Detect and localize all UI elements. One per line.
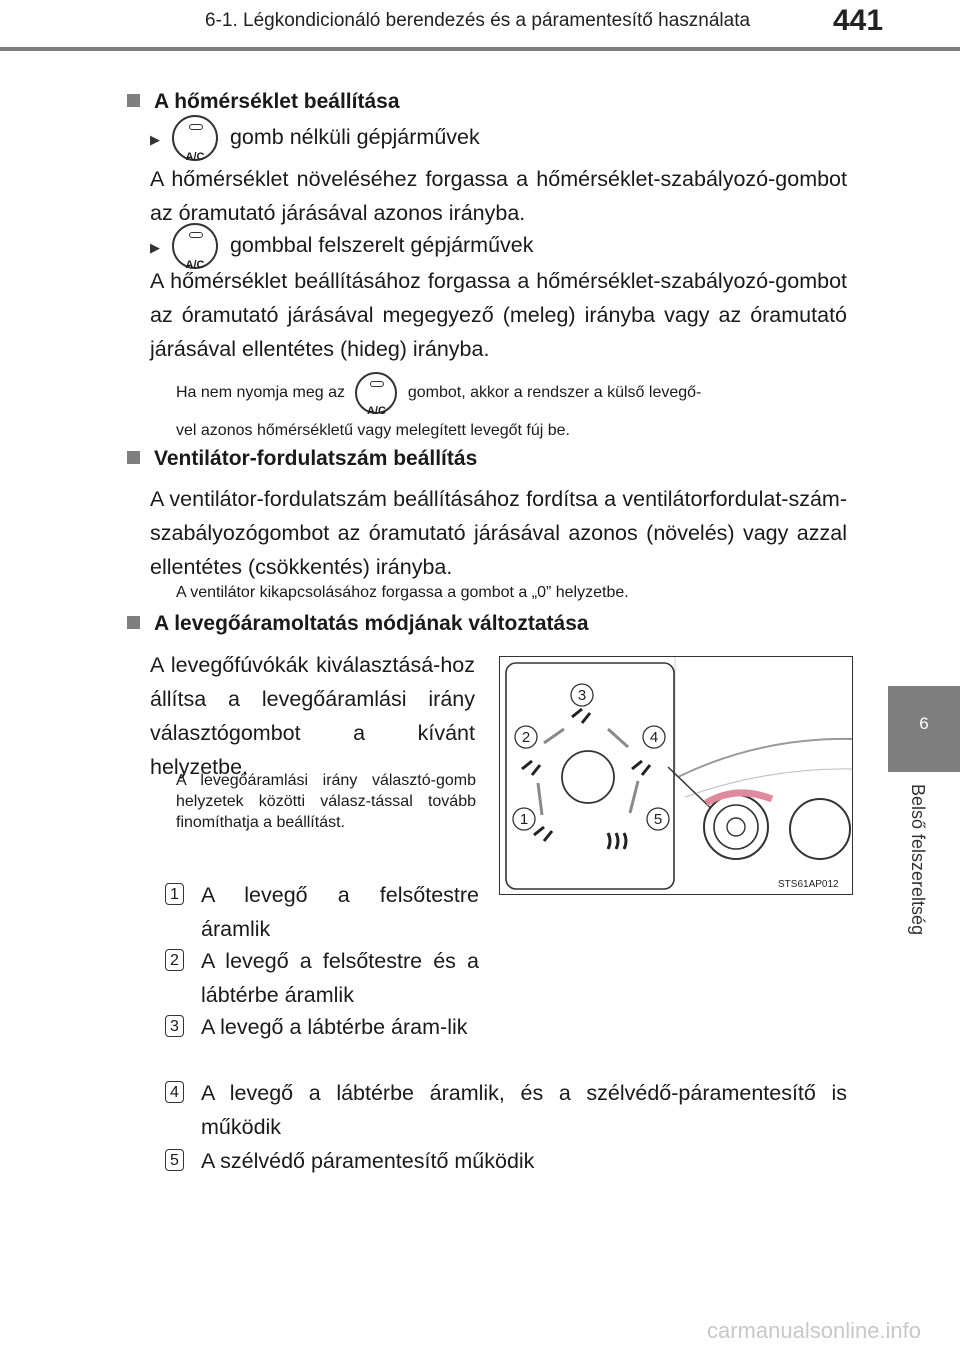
section-heading-fan bbox=[127, 447, 477, 471]
item-number: 3 bbox=[165, 1015, 184, 1037]
chapter-tab bbox=[888, 686, 960, 772]
note-text: Ha nem nyomja meg az bbox=[176, 384, 345, 402]
item-text: A szélvédő páramentesítő működik bbox=[201, 1149, 535, 1173]
section-bullet bbox=[127, 94, 140, 107]
temperature-note-line2: vel azonos hőmérsékletű vagy melegített levegőt fúj be. bbox=[176, 422, 570, 439]
chapter-number: 6 bbox=[919, 714, 929, 733]
figure-illustration bbox=[500, 657, 853, 895]
arrow-icon: ▶ bbox=[150, 132, 160, 147]
airflow-text: A levegőfúvókák kiválasztásá-hoz állítsa a levegőáramlási irány választógombot a kívánt helyzetbe. bbox=[150, 653, 475, 779]
section-bullet bbox=[127, 616, 140, 629]
temperature-text-2: A hőmérséklet beállításához forgassa a hőmérséklet-szabályozó-gombot az óramutató járásával megegyező (meleg) irányba vagy az óramutató járásával ellentétes (hideg) irányba. bbox=[150, 269, 847, 361]
section-heading-temperature bbox=[127, 90, 400, 114]
fan-note: A ventilátor kikapcsolásához forgassa a gombot a „0” helyzetbe. bbox=[176, 584, 629, 601]
page-header-title: 6-1. Légkondicionáló berendezés és a páramentesítő használata bbox=[205, 10, 751, 31]
arrow-icon: ▶ bbox=[150, 240, 160, 255]
watermark: carmanualsonline.info bbox=[707, 1318, 922, 1343]
item-text: A levegő a lábtérbe áram-lik bbox=[201, 1015, 468, 1039]
ac-button-icon: A/C bbox=[172, 223, 218, 269]
item-number: 4 bbox=[165, 1081, 184, 1103]
section-heading-airflow bbox=[127, 612, 589, 636]
page-number: 441 bbox=[833, 4, 884, 37]
svg-text:3: 3 bbox=[577, 687, 587, 704]
header-rule bbox=[0, 47, 960, 51]
item-text: A levegő a lábtérbe áramlik, és a szélvédő-páramentesítő is működik bbox=[201, 1081, 847, 1139]
variant-line-1 bbox=[150, 114, 480, 163]
svg-text:2: 2 bbox=[521, 729, 531, 746]
variant-text: gomb nélküli gépjárművek bbox=[229, 125, 480, 149]
heading-text: Ventilátor-fordulatszám beállítás bbox=[154, 447, 478, 470]
ac-button-icon: A/C bbox=[355, 372, 397, 414]
heading-text: A hőmérséklet beállítása bbox=[154, 90, 400, 113]
item-number: 2 bbox=[165, 949, 184, 971]
item-number: 1 bbox=[165, 883, 184, 905]
item-number: 5 bbox=[165, 1149, 184, 1171]
svg-text:1: 1 bbox=[519, 811, 529, 828]
svg-text:5: 5 bbox=[653, 811, 663, 828]
variant-text: gombbal felszerelt gépjárművek bbox=[229, 233, 534, 257]
fan-text: A ventilátor-fordulatszám beállításához fordítsa a ventilátorfordulat-szám-szabályozógombot az óramutató járásával azonos (növelés) vagy azzal ellentétes (csökkentés) irányba. bbox=[150, 487, 847, 579]
item-text: A levegő a felsőtestre és a lábtérbe áramlik bbox=[201, 949, 479, 1007]
section-bullet bbox=[127, 451, 140, 464]
svg-text:4: 4 bbox=[649, 729, 659, 746]
figure-code: STS61AP012 bbox=[778, 879, 839, 890]
item-text: A levegő a felsőtestre áramlik bbox=[201, 883, 479, 941]
temperature-note bbox=[176, 372, 846, 417]
heading-text: A levegőáramoltatás módjának változtatása bbox=[154, 612, 589, 635]
ac-button-icon: A/C bbox=[172, 115, 218, 161]
temperature-text-1: A hőmérséklet növeléséhez forgassa a hőmérséklet-szabályozó-gombot az óramutató járásával azonos irányba. bbox=[150, 167, 847, 225]
chapter-label: Belső felszereltség bbox=[908, 784, 928, 936]
airflow-note: A levegőáramlási irány választó-gomb helyzetek közötti válasz-tással tovább finomíthatja a beállítást. bbox=[176, 772, 476, 831]
note-text: gombot, akkor a rendszer a külső levegő- bbox=[407, 384, 702, 402]
airflow-selector-figure bbox=[499, 656, 853, 895]
